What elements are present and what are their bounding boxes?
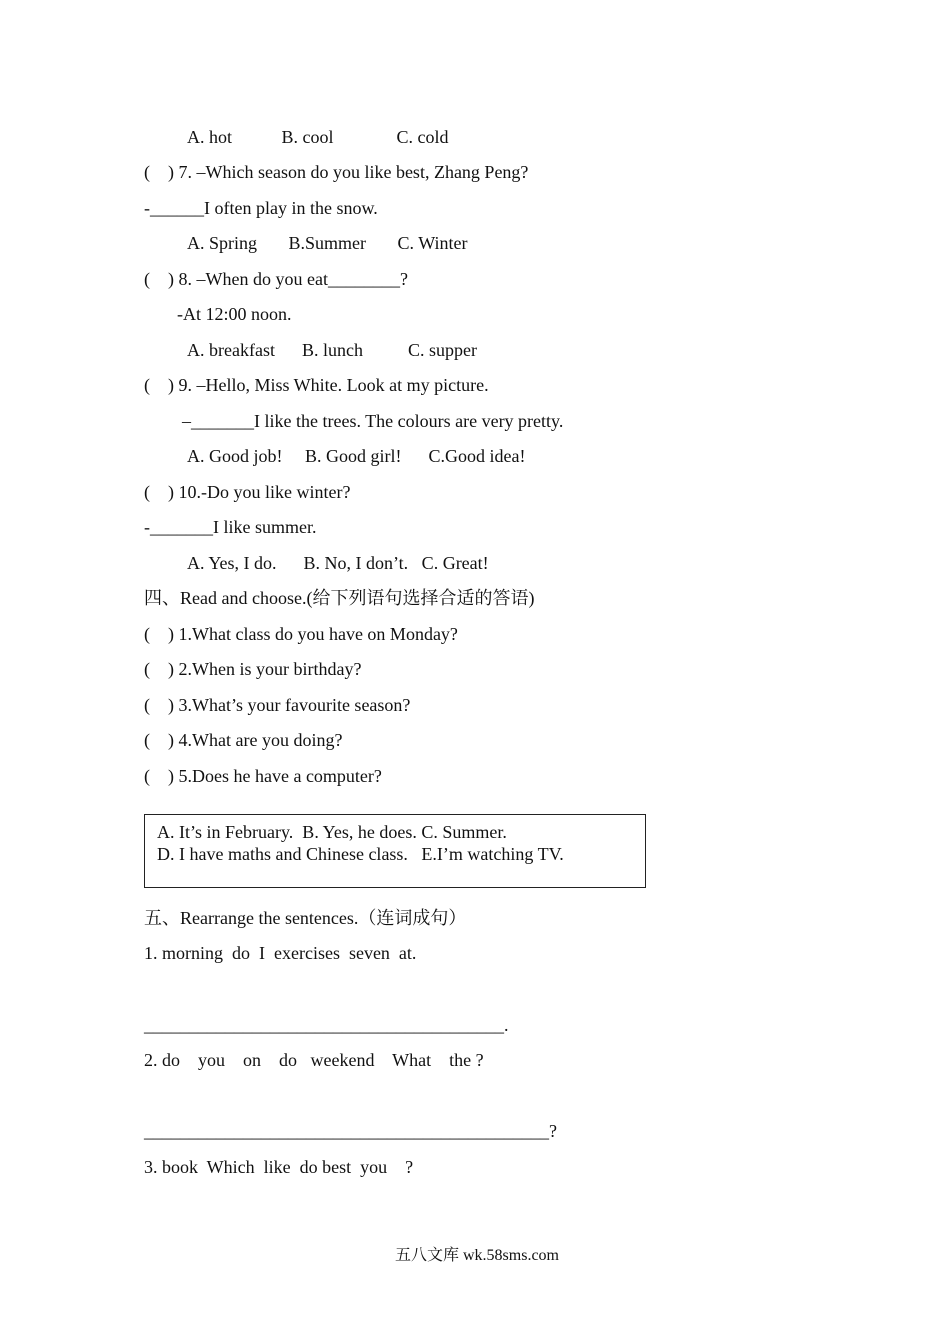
answer-options-line-1: A. It’s in February. B. Yes, he does. C. Summer. [157, 822, 507, 842]
q10-answer: -_______I like summer. [144, 517, 317, 537]
q9-answer: –_______I like the trees. The colours are very pretty. [182, 411, 564, 431]
q9-options: A. Good job! B. Good girl! C.Good idea! [187, 446, 526, 466]
section5-q2-answer-blank: _____________________________________________? [144, 1121, 557, 1141]
q8-question: ( ) 8. –When do you eat________? [144, 269, 408, 289]
section5-q1-answer-blank: ________________________________________. [144, 1015, 509, 1035]
q8-answer: -At 12:00 noon. [177, 304, 292, 324]
footer-watermark: 五八文库 wk.58sms.com [395, 1247, 560, 1264]
q7-answer: -______I often play in the snow. [144, 198, 378, 218]
section5-heading: 五、Rearrange the sentences.（连词成句） [144, 908, 467, 928]
section5-q3: 3. book Which like do best you ? [144, 1157, 414, 1177]
section4-heading: 四、Read and choose.(给下列语句选择合适的答语) [144, 588, 535, 608]
section4-item-3: ( ) 3.What’s your favourite season? [144, 695, 411, 715]
q10-question: ( ) 10.-Do you like winter? [144, 482, 351, 502]
section4-item-2: ( ) 2.When is your birthday? [144, 659, 362, 679]
q8-options: A. breakfast B. lunch C. supper [187, 340, 477, 360]
section4-item-1: ( ) 1.What class do you have on Monday? [144, 624, 458, 644]
q6-options: A. hot B. cool C. cold [187, 127, 449, 147]
answer-options-box [144, 814, 646, 888]
q7-question: ( ) 7. –Which season do you like best, Zhang Peng? [144, 162, 529, 182]
section4-item-4: ( ) 4.What are you doing? [144, 730, 343, 750]
q10-options: A. Yes, I do. B. No, I don’t. C. Great! [187, 553, 489, 573]
q7-options: A. Spring B.Summer C. Winter [187, 233, 468, 253]
answer-options-line-2: D. I have maths and Chinese class. E.I’m watching TV. [157, 844, 564, 864]
q9-question: ( ) 9. –Hello, Miss White. Look at my picture. [144, 375, 489, 395]
section4-item-5: ( ) 5.Does he have a computer? [144, 766, 382, 786]
section5-q2: 2. do you on do weekend What the ? [144, 1050, 484, 1070]
section5-q1: 1. morning do I exercises seven at. [144, 943, 417, 963]
